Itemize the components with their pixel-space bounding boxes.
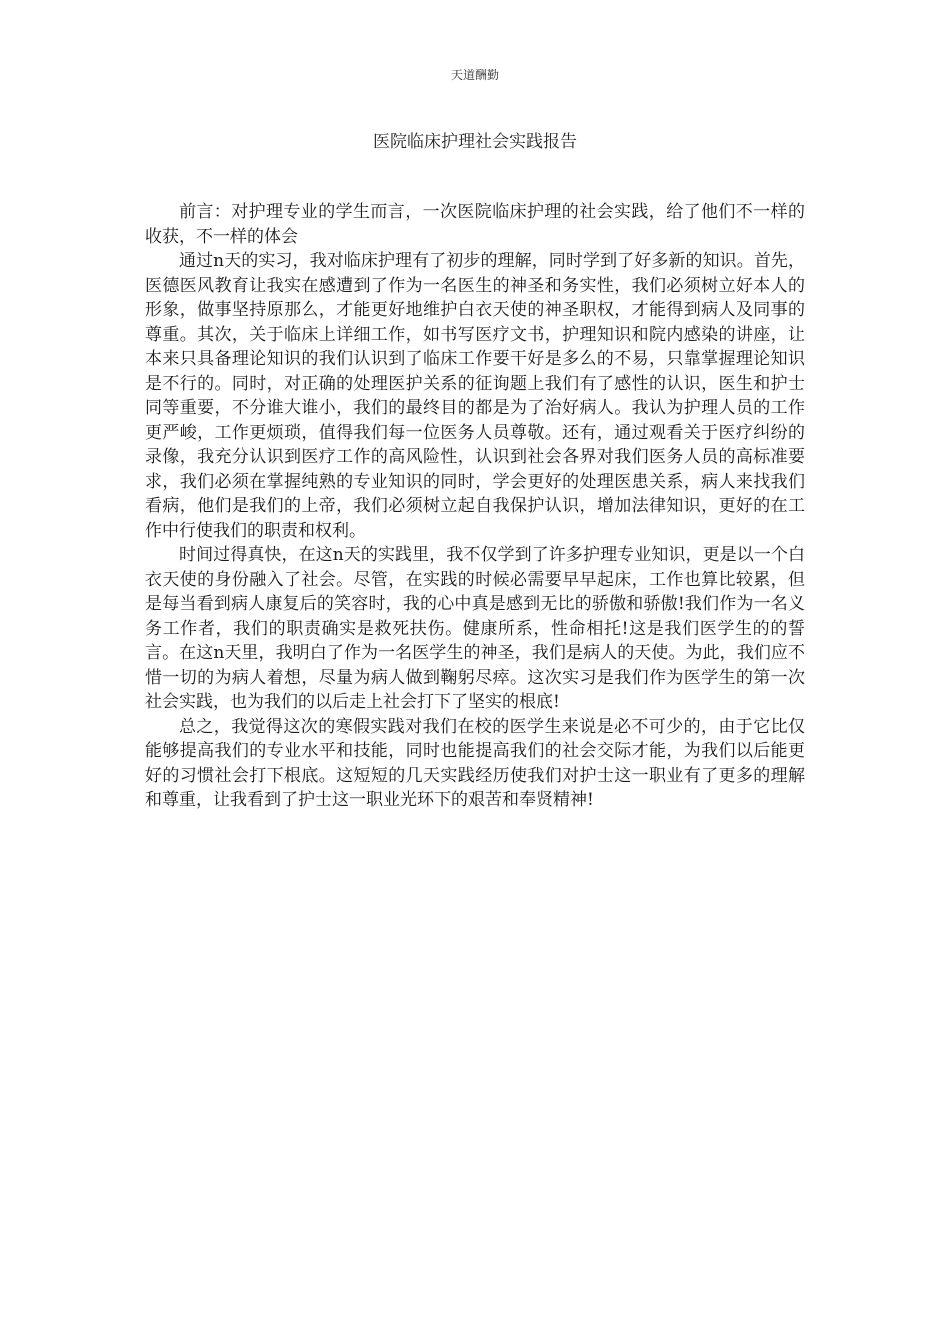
paragraph-practice-experience: 时间过得真快，在这n天的实践里，我不仅学到了许多护理专业知识，更是以一个白衣天使的身份融入了社会。尽管，在实践的时候必需要早早起床，工作也算比较累，但是每当看到病人康复后的笑容时，我的心中真是感到无比的骄傲和骄傲!我们作为一名义务工作者，我们的职责确实是救死扶伤。健康所系，性命相托!这是我们医学生的的誓言。在这n天里，我明白了作为一名医学生的神圣，我们是病人的天使。为此，我们应不惜一切的为病人着想，尽量为病人做到鞠躬尽瘁。这次实习是我们作为医学生的第一次社会实践，也为我们的以后走上社会打下了坚实的根底! [145,545,805,712]
document-title: 医院临床护理社会实践报告 [373,132,577,152]
paragraph-internship-learning: 通过n天的实习，我对临床护理有了初步的理解，同时学到了好多新的知识。首先，医德医风教育让我实在感遭到了作为一名医生的神圣和务实性，我们必须树立好本人的形象，做事坚持原那么，才能更好地维护白衣天使的神圣职权，才能得到病人及同事的尊重。其次，关于临床上详细工作，如书写医疗文书，护理知识和院内感染的讲座，让本来只具备理论知识的我们认识到了临床工作要干好是多么的不易，只靠掌握理论知识是不行的。同时，对正确的处理医护关系的征询题上我们有了感性的认识，医生和护士同等重要，不分谁大谁小，我们的最终目的都是为了治好病人。我认为护理人员的工作更严峻，工作更烦琐，值得我们每一位医务人员尊敬。还有，通过观看关于医疗纠纷的录像，我充分认识到医疗工作的高风险性，认识到社会各界对我们医务人员的高标准要求，我们必须在掌握纯熟的专业知识的同时，学会更好的处理医患关系，病人来找我们看病，他们是我们的上帝，我们必须树立起自我保护认识，增加法律知识，更好的在工作中行使我们的职责和权利。 [145,251,805,541]
paragraph-preface: 前言：对护理专业的学生而言，一次医院临床护理的社会实践，给了他们不一样的收获，不一样的体会 [145,202,805,247]
page-header: 天道酬勤 [450,68,499,82]
document-body [145,200,805,813]
paragraph-conclusion: 总之，我觉得这次的寒假实践对我们在校的医学生来说是必不可少的，由于它比仅能够提高我们的专业水平和技能，同时也能提高我们的社会交际才能，为我们以后能更好的习惯社会打下根底。这短短的几天实践经历使我们对护士这一职业有了更多的理解和尊重，让我看到了护士这一职业光环下的艰苦和奉贤精神! [145,716,805,810]
